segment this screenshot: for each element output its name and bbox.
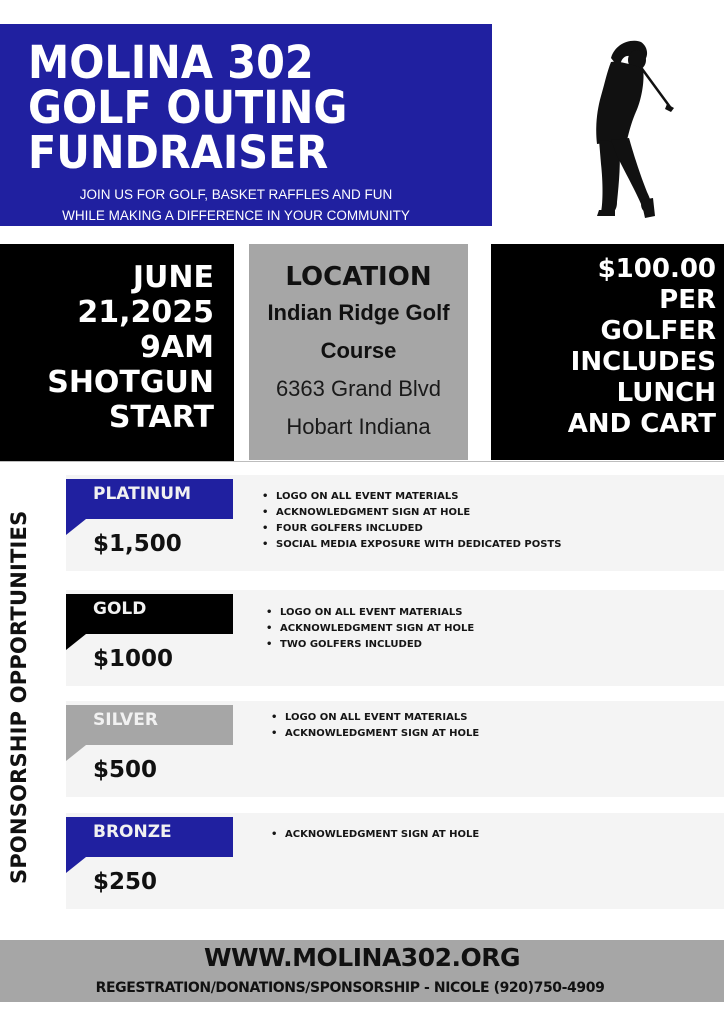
tier-banner-flag [66,857,86,873]
tier-benefits [271,710,479,742]
website-link[interactable]: WWW.MOLINA302.ORG [203,943,521,972]
section-divider [0,461,724,462]
price-per-golfer [568,254,716,440]
price-line: GOLFER [600,316,716,346]
tier-name: GOLD [93,599,147,619]
benefit-item: • FOUR GOLFERS INCLUDED [262,521,561,537]
tier-benefits [266,605,474,653]
benefit-item: • LOGO ON ALL EVENT MATERIALS [262,489,561,505]
benefit-item: • ACKNOWLEDGMENT SIGN AT HOLE [266,621,474,637]
tagline-line: WHILE MAKING A DIFFERENCE IN YOUR COMMUNITY [62,208,410,223]
tier-name: PLATINUM [93,484,191,504]
date-line: JUNE [132,260,214,295]
tier-amount: $1,500 [93,531,182,557]
tier-silver [66,701,724,797]
tier-banner-flag [66,634,86,650]
tier-benefits [271,827,479,843]
benefit-item: • SOCIAL MEDIA EXPOSURE WITH DEDICATED POSTS [262,537,561,553]
tier-amount: $1000 [93,646,174,672]
title-line: MOLINA 302 [28,36,314,89]
tier-gold [66,590,724,686]
sponsorship-section-title: SPONSORSHIP OPPORTUNITIES [7,510,31,884]
date-time-box [0,244,234,462]
tier-platinum [66,475,724,571]
start-line: START [108,400,214,435]
contact-info: REGESTRATION/DONATIONS/SPONSORSHIP - NICOLE (920)750-4909 [95,980,605,996]
tagline-line: JOIN US FOR GOLF, BASKET RAFFLES AND FUN [79,187,393,202]
title-line: GOLF OUTING [28,81,348,134]
date-line: 21,2025 [77,295,214,330]
benefit-item: • LOGO ON ALL EVENT MATERIALS [271,710,479,726]
golfer-silhouette-icon [575,32,685,222]
tagline [0,184,472,226]
event-date-time [47,260,214,435]
location-heading: LOCATION [285,262,432,292]
price-line: PER [659,285,716,315]
tier-amount: $500 [93,757,158,783]
tier-benefits [262,489,561,553]
venue-name-line: Indian Ridge Golf [267,300,450,325]
tier-name: BRONZE [93,822,172,842]
price-line: $100.00 [597,254,716,284]
tier-banner-flag [66,519,86,535]
venue-address [249,370,468,446]
venue-name [249,294,468,370]
event-title [28,36,375,179]
tier-banner [66,594,233,634]
location-box [249,244,468,460]
price-line: INCLUDES [570,347,716,377]
time-line: 9AM [140,330,214,365]
price-line: AND CART [567,409,716,439]
benefit-item: • TWO GOLFERS INCLUDED [266,637,474,653]
benefit-item: • ACKNOWLEDGMENT SIGN AT HOLE [271,827,479,843]
price-line: LUNCH [616,378,716,408]
start-line: SHOTGUN [47,365,214,400]
benefit-item: • ACKNOWLEDGMENT SIGN AT HOLE [262,505,561,521]
benefit-item: • ACKNOWLEDGMENT SIGN AT HOLE [271,726,479,742]
venue-name-line: Course [320,338,397,363]
tier-banner-flag [66,745,86,761]
tier-name: SILVER [93,710,158,730]
title-line: FUNDRAISER [28,126,329,179]
price-box [491,244,724,460]
footer-band [0,940,724,1002]
tier-amount: $250 [93,869,158,895]
benefit-item: • LOGO ON ALL EVENT MATERIALS [266,605,474,621]
tier-bronze [66,813,724,909]
address-line: 6363 Grand Blvd [275,376,442,401]
address-line: Hobart Indiana [286,414,431,439]
